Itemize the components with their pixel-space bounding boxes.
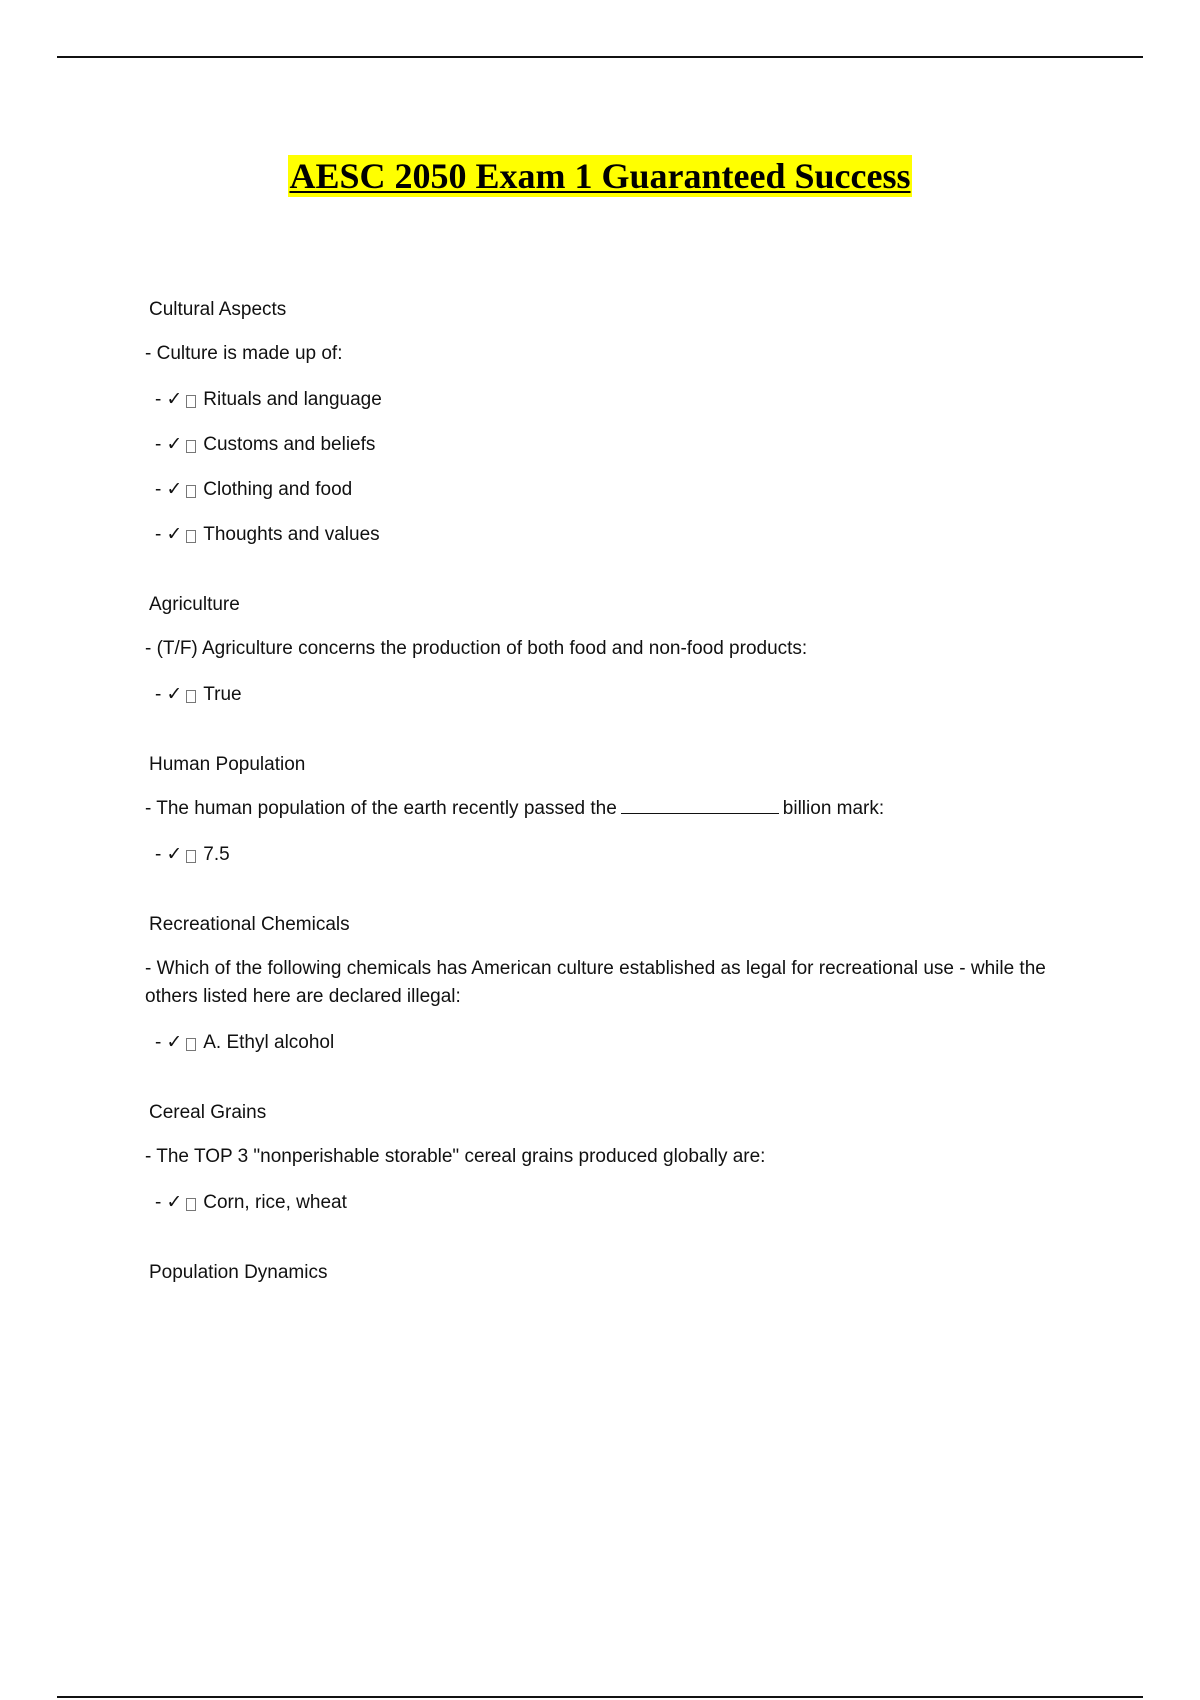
checkbox-icon: [186, 1198, 196, 1211]
checkbox-icon: [186, 1038, 196, 1051]
answer-item: [155, 476, 1085, 504]
answer-dash: -: [155, 524, 162, 545]
answer-dash: -: [155, 684, 162, 705]
answer-text: Corn, rice, wheat: [203, 1192, 347, 1213]
answer-dash: -: [155, 479, 162, 500]
answer-item: [155, 521, 1085, 549]
checkmark-icon: ✓: [166, 524, 183, 545]
top-rule: [57, 56, 1143, 58]
section-agriculture: [145, 591, 1085, 709]
answer-item: [155, 1189, 1085, 1217]
section-heading: Population Dynamics: [149, 1262, 328, 1283]
answer-dash: -: [155, 1032, 162, 1053]
answer-text: True: [203, 684, 242, 705]
answer-text: Customs and beliefs: [203, 434, 376, 455]
question-text: - Culture is made up of:: [145, 343, 343, 364]
bottom-rule: [57, 1696, 1143, 1698]
title-block: [0, 155, 1200, 197]
answer-dash: -: [155, 844, 162, 865]
section-heading: Human Population: [149, 754, 306, 775]
section-recreational-chemicals: [145, 911, 1085, 1057]
question-text-end: billion mark:: [782, 798, 885, 819]
checkbox-icon: [186, 440, 196, 453]
answer-dash: -: [155, 434, 162, 455]
answer-item: [155, 841, 1085, 869]
answer-item: [155, 681, 1085, 709]
answer-text: Clothing and food: [203, 479, 353, 500]
question-text: - Which of the following chemicals has American culture established as legal for recreational use - while the others listed here are declared illegal:: [145, 958, 1046, 1007]
document-body: [145, 296, 1085, 1329]
checkmark-icon: ✓: [166, 844, 183, 865]
answer-item: [155, 431, 1085, 459]
question-text-start: - The human population of the earth recently passed the: [145, 798, 617, 819]
answer-text: A. Ethyl alcohol: [203, 1032, 335, 1053]
checkmark-icon: ✓: [166, 389, 183, 410]
section-human-population: [145, 751, 1085, 869]
section-cultural-aspects: [145, 296, 1085, 549]
section-heading: Cultural Aspects: [149, 299, 287, 320]
section-heading: Recreational Chemicals: [149, 914, 350, 935]
answer-item: [155, 1029, 1085, 1057]
checkmark-icon: ✓: [166, 1192, 183, 1213]
answer-text: Thoughts and values: [203, 524, 380, 545]
checkbox-icon: [186, 485, 196, 498]
fill-in-blank: [621, 795, 779, 814]
question-text: - (T/F) Agriculture concerns the production of both food and non-food products:: [145, 638, 808, 659]
answer-dash: -: [155, 389, 162, 410]
answer-text: 7.5: [203, 844, 230, 865]
checkbox-icon: [186, 530, 196, 543]
checkmark-icon: ✓: [166, 684, 183, 705]
checkmark-icon: ✓: [166, 1032, 183, 1053]
checkbox-icon: [186, 395, 196, 408]
section-heading: Cereal Grains: [149, 1102, 267, 1123]
document-title: AESC 2050 Exam 1 Guaranteed Success: [289, 156, 911, 196]
question-text: [145, 795, 1085, 823]
answer-dash: -: [155, 1192, 162, 1213]
section-heading: Agriculture: [149, 594, 240, 615]
section-cereal-grains: [145, 1099, 1085, 1217]
checkbox-icon: [186, 690, 196, 703]
section-population-dynamics: [145, 1259, 1085, 1287]
checkmark-icon: ✓: [166, 434, 183, 455]
answer-item: [155, 386, 1085, 414]
checkbox-icon: [186, 850, 196, 863]
question-text: - The TOP 3 "nonperishable storable" cereal grains produced globally are:: [145, 1146, 766, 1167]
answer-text: Rituals and language: [203, 389, 382, 410]
checkmark-icon: ✓: [166, 479, 183, 500]
